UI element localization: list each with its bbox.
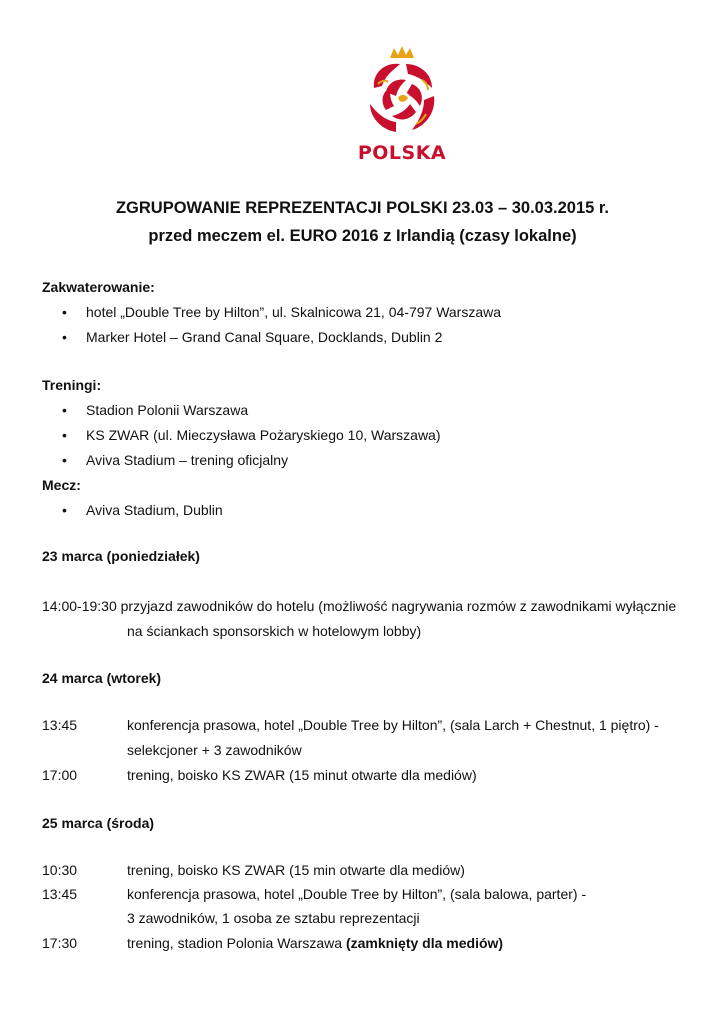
training-item [62,402,248,418]
schedule-desc-continuation: 3 zawodników, 1 osoba ze sztabu reprezentacji [127,910,420,926]
day-heading-24: 24 marca (wtorek) [42,670,162,686]
polska-logo [356,44,448,166]
training-item-text: Aviva Stadium – trening oficjalny [86,452,289,468]
bullet-icon: • [62,452,67,468]
match-heading: Mecz: [42,477,81,493]
match-item [62,502,223,518]
accommodation-item-text: hotel „Double Tree by Hilton”, ul. Skalnicowa 21, 04-797 Warszawa [86,304,502,320]
document-title: ZGRUPOWANIE REPREZENTACJI POLSKI 23.03 – 30.03.2015 r. [115,199,610,217]
schedule-desc: trening, boisko KS ZWAR (15 min otwarte dla mediów) [127,862,465,878]
bullet-icon: • [62,502,67,518]
accommodation-heading: Zakwaterowanie: [42,279,155,295]
training-item-text: KS ZWAR (ul. Mieczysława Pożaryskiego 10, Warszawa) [86,427,441,443]
schedule-desc-emphasis: (zamknięty dla mediów) [345,935,504,951]
accommodation-item-text: Marker Hotel – Grand Canal Square, Docklands, Dublin 2 [86,329,443,345]
training-item [62,427,441,443]
accommodation-item [62,304,501,320]
schedule-time: 10:30 [42,862,78,878]
schedule-entry-continuation: na ściankach sponsorskich w hotelowym lobby) [127,623,422,639]
schedule-time: 13:45 [42,717,78,733]
schedule-desc: konferencja prasowa, hotel „Double Tree by Hilton”, (sala balowa, parter) - [127,886,587,902]
trainings-heading: Treningi: [42,377,102,393]
polska-emblem-icon [356,44,448,144]
day-heading-23: 23 marca (poniedziałek) [42,548,200,564]
schedule-time: 13:45 [42,886,78,902]
logo-wordmark: POLSKA [357,142,447,164]
document-subtitle: przed meczem el. EURO 2016 z Irlandią (czasy lokalne) [148,227,577,245]
schedule-desc-text: trening, stadion Polonia Warszawa [127,935,346,951]
bullet-icon: • [62,402,67,418]
accommodation-item [62,329,442,345]
day-heading-25: 25 marca (środa) [42,815,155,831]
bullet-icon: • [62,329,67,345]
training-item [62,452,288,468]
schedule-desc [127,935,503,951]
bullet-icon: • [62,304,67,320]
schedule-entry: 14:00-19:30 przyjazd zawodników do hotelu (możliwość nagrywania rozmów z zawodnikami wyłącznie [42,598,677,614]
schedule-desc-continuation: selekcjoner + 3 zawodników [127,742,302,758]
schedule-time: 17:30 [42,935,78,951]
match-item-text: Aviva Stadium, Dublin [86,502,223,518]
schedule-desc: konferencja prasowa, hotel „Double Tree by Hilton”, (sala Larch + Chestnut, 1 piętro) - [127,717,659,733]
training-item-text: Stadion Polonii Warszawa [86,402,249,418]
schedule-desc: trening, boisko KS ZWAR (15 minut otwarte dla mediów) [127,767,477,783]
bullet-icon: • [62,427,67,443]
schedule-time: 17:00 [42,767,78,783]
